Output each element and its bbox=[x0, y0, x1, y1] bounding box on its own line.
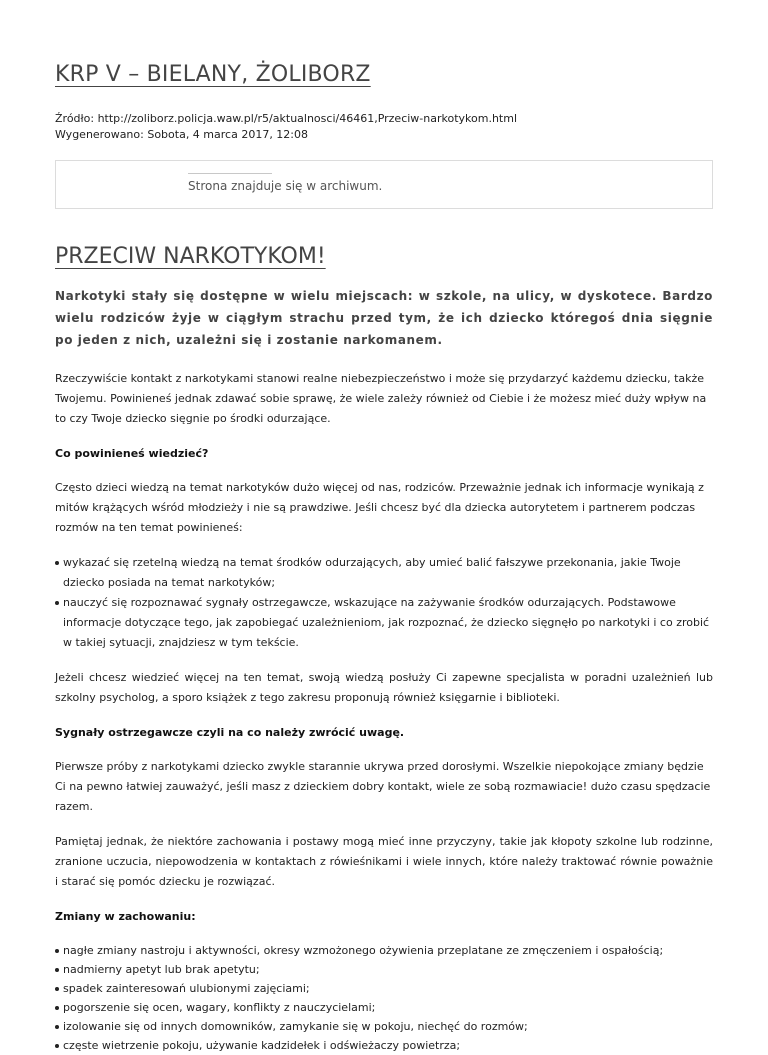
behavior-changes-list bbox=[55, 941, 713, 1055]
section-heading: Zmiany w zachowaniu: bbox=[55, 910, 196, 923]
advice-list bbox=[55, 553, 713, 653]
paragraph: Jeżeli chcesz wiedzieć więcej na ten temat, swoją wiedzą posłuży Ci zapewne specjalista w poradni uzależnień lub szkolny psycholog, a sporo książek z tego zakresu proponują również księgarnie i biblioteki. bbox=[55, 671, 713, 704]
list-item: izolowanie się od innych domowników, zamykanie się w pokoju, niechęć do rozmów; bbox=[55, 1017, 713, 1036]
article-body bbox=[55, 285, 713, 1055]
list-item: nadmierny apetyt lub brak apetytu; bbox=[55, 960, 713, 979]
list-item: spadek zainteresowań ulubionymi zajęciami; bbox=[55, 979, 713, 998]
list-item: wykazać się rzetelną wiedzą na temat środków odurzających, aby umieć balić fałszywe przekonania, jakie Twoje dziecko posiada na temat narkotyków; bbox=[55, 553, 713, 593]
paragraph: Rzeczywiście kontakt z narkotykami stanowi realne niebezpieczeństwo i może się przydarzyć każdemu dziecku, także Twojemu. Powinieneś jednak zdawać sobie sprawę, że wiele zależy również od Ciebie i że możesz mieć duży wpływ na to czy Twoje dziecko sięgnie po środki odurzające. bbox=[55, 372, 707, 425]
section-heading: Sygnały ostrzegawcze czyli na co należy zwrócić uwagę. bbox=[55, 726, 405, 739]
section-heading: Co powinieneś wiedzieć? bbox=[55, 447, 209, 460]
list-item: pogorszenie się ocen, wagary, konflikty z nauczycielami; bbox=[55, 998, 713, 1017]
list-item: nauczyć się rozpoznawać sygnały ostrzegawcze, wskazujące na zażywanie środków odurzających. Podstawowe informacje dotyczące tego, jak zapobiegać uzależnieniom, jak rozpoznać, że dziecko sięgnęło po narkotyki i co zrobić w takiej sytuacji, znajdziesz w tym tekście. bbox=[55, 593, 713, 653]
article-title[interactable]: PRZECIW NARKOTYKOM! bbox=[55, 244, 326, 269]
list-item: częste wietrzenie pokoju, używanie kadzidełek i odświeżaczy powietrza; bbox=[55, 1036, 713, 1055]
article-lead: Narkotyki stały się dostępne w wielu miejscach: w szkole, na ulicy, w dyskotece. Bardzo wielu rodziców żyje w ciągłym strachu przed tym, że ich dziecko któregoś dnia sięgnie po jeden z nich, uzależni się i zostanie narkomanem. bbox=[55, 289, 713, 347]
source-url: Źródło: http://zoliborz.policja.waw.pl/r5/aktualnosci/46461,Przeciw-narkotykom.html bbox=[55, 112, 518, 125]
paragraph: Pamiętaj jednak, że niektóre zachowania i postawy mogą mieć inne przyczyny, takie jak kłopoty szkolne lub rodzinne, zranione uczucia, niepowodzenia w kontaktach z rówieśnikami i wiele innych, które należy traktować równie poważnie i starać się pomóc dziecku je rozwiązać. bbox=[55, 835, 713, 888]
archive-notice: Strona znajduje się w archiwum. bbox=[188, 179, 383, 193]
generated-date: Wygenerowano: Sobota, 4 marca 2017, 12:08 bbox=[55, 128, 309, 141]
site-title[interactable]: KRP V – BIELANY, ŻOLIBORZ bbox=[55, 62, 371, 87]
paragraph: Pierwsze próby z narkotykami dziecko zwykle starannie ukrywa przed dorosłymi. Wszelkie niepokojące zmiany będzie Ci na pewno łatwiej zauważyć, jeśli masz z dzieckiem dobry kontakt, wiele ze sobą rozmawiacie! dużo czasu spędzacie razem. bbox=[55, 760, 711, 813]
archive-divider bbox=[188, 173, 272, 174]
archive-notice-box bbox=[55, 160, 713, 209]
list-item: nagłe zmiany nastroju i aktywności, okresy wzmożonego ożywienia przeplatane ze zmęczeniem i ospałością; bbox=[55, 941, 713, 960]
document-meta bbox=[55, 111, 517, 143]
paragraph: Często dzieci wiedzą na temat narkotyków dużo więcej od nas, rodziców. Przeważnie jednak ich informacje wynikają z mitów krążących wśród młodzieży i nie są prawdziwe. Jeśli chcesz być dla dziecka autorytetem i partnerem podczas rozmów na ten temat powinieneś: bbox=[55, 481, 704, 534]
